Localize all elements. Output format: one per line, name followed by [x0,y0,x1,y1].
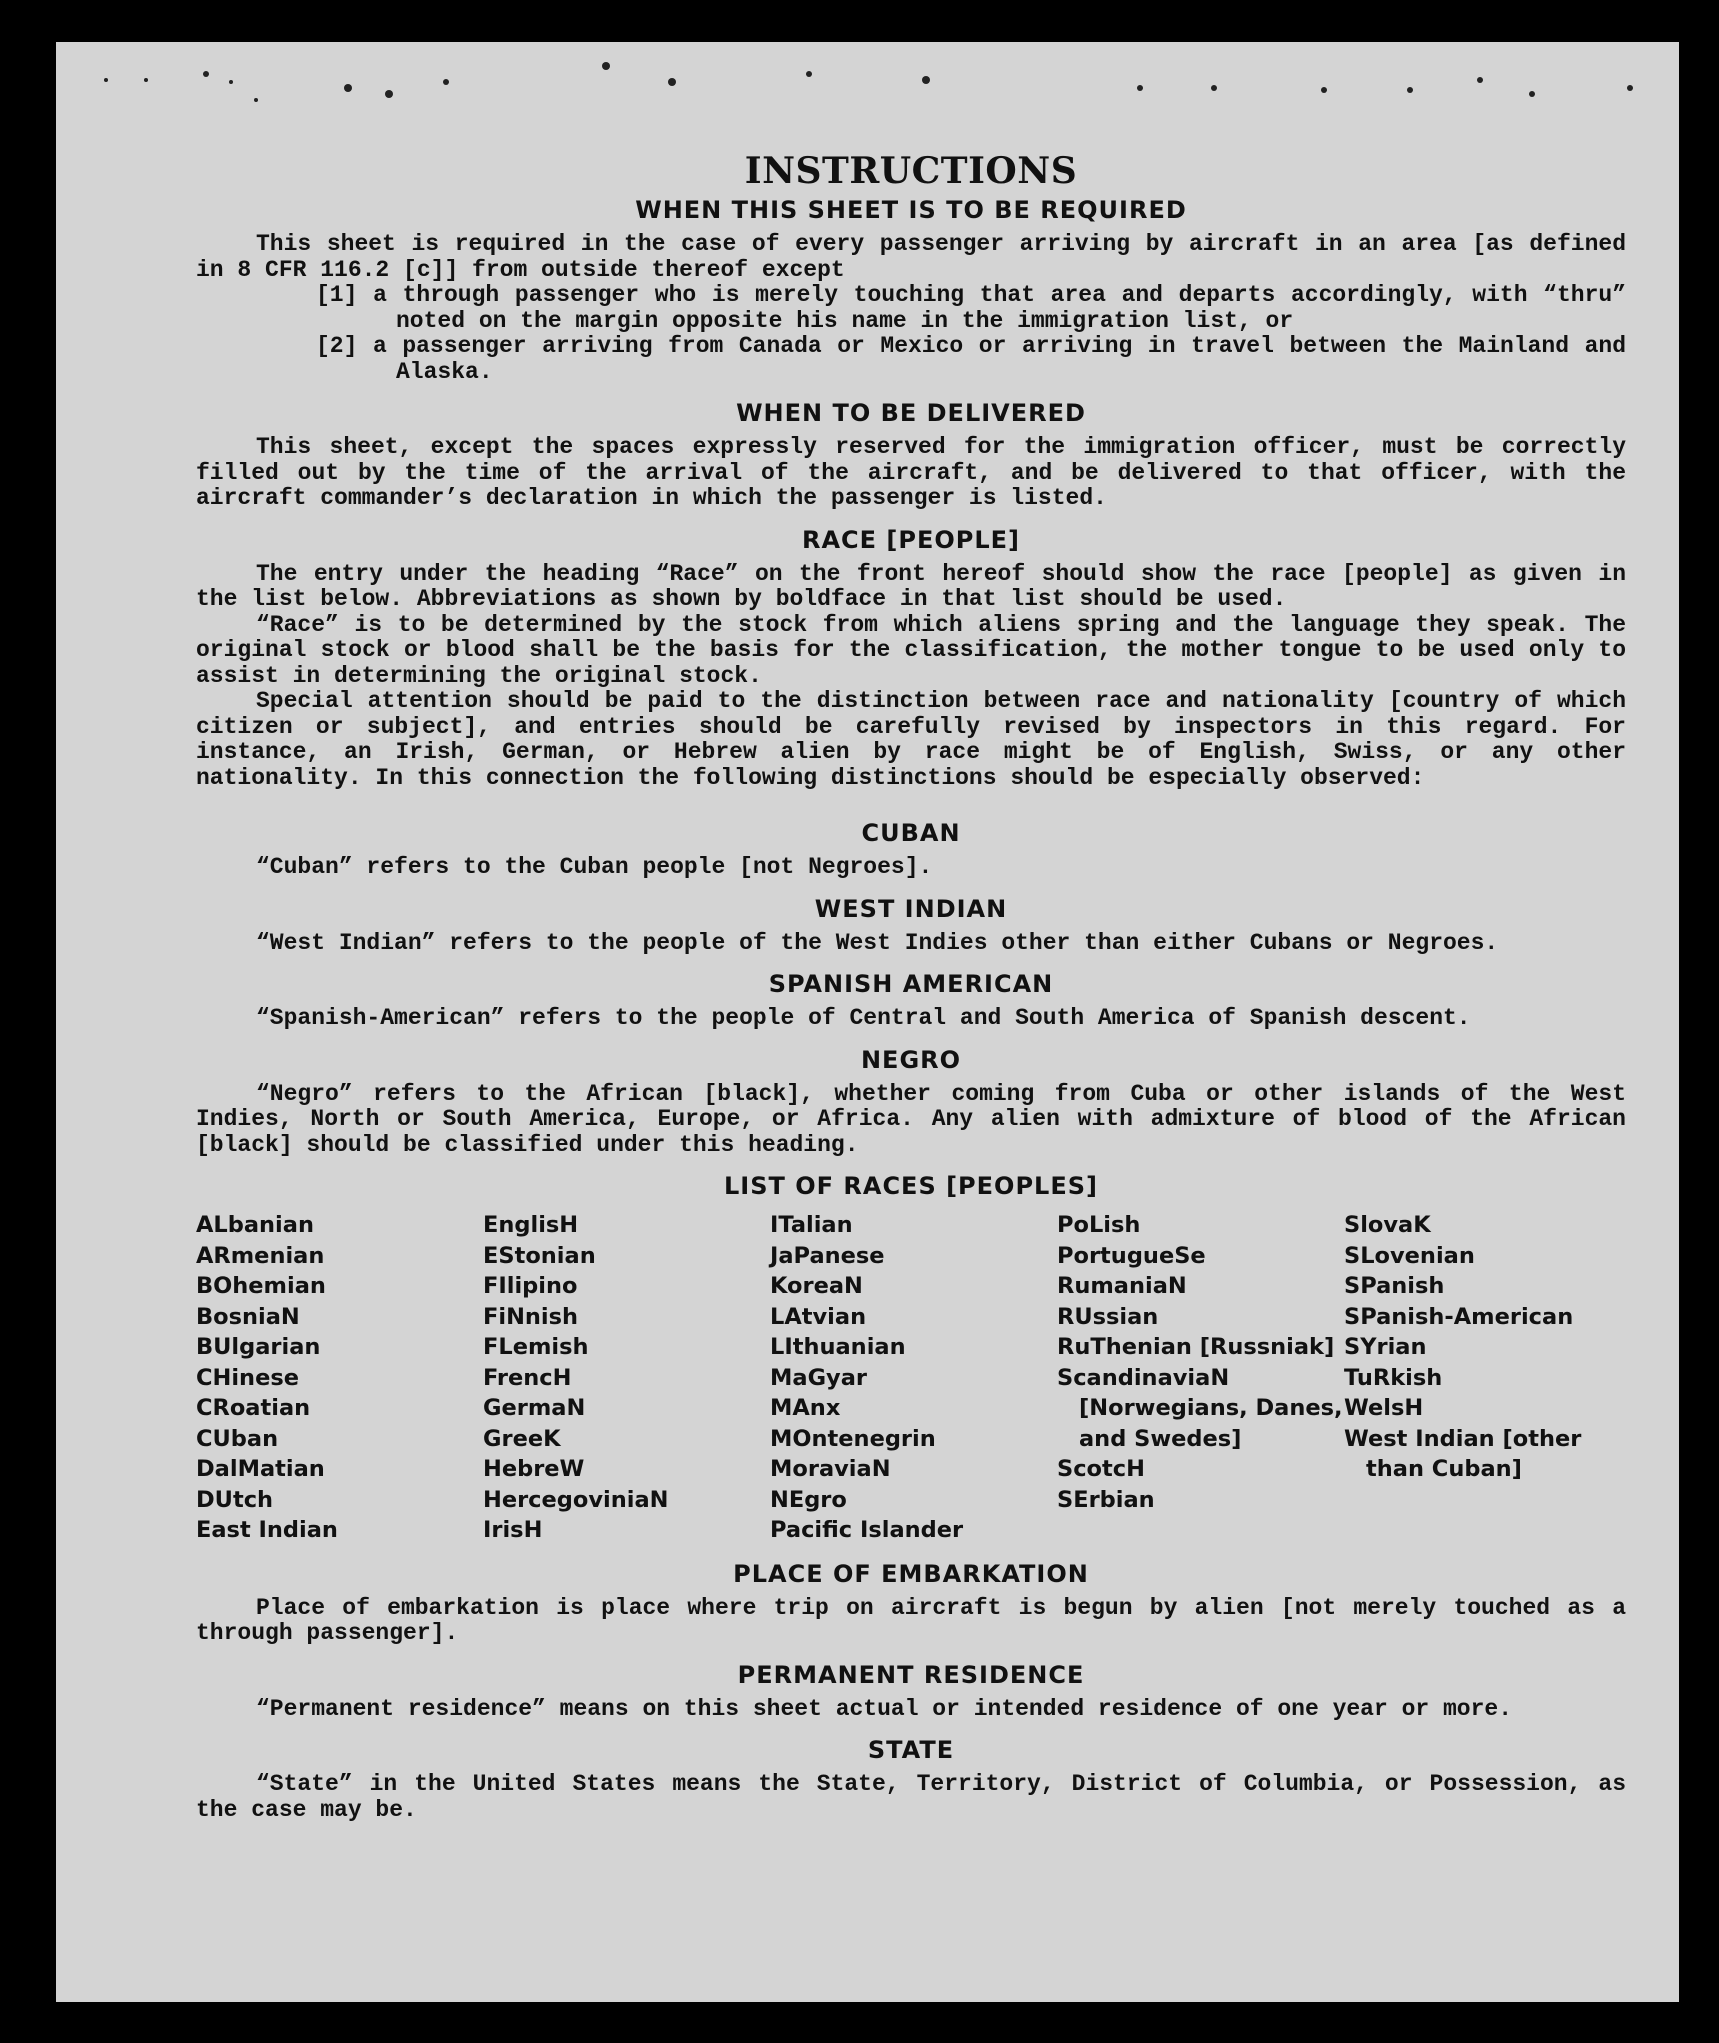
race-entry: CUban [196,1425,279,1452]
race-entry: MAnx [770,1395,841,1421]
race-entry: SPanish-American [1344,1303,1574,1330]
race-entry: ARmenian [196,1242,325,1269]
section-negro [196,1046,1626,1159]
race-entry: East Indian [196,1517,338,1543]
race-entry: CRoatian [196,1395,311,1421]
race-entry: IrisH [483,1517,543,1543]
race-entry: EnglisH [483,1212,579,1238]
races-column [196,1210,483,1546]
exception-item: [2] a passenger arriving from Canada or Mexico or arriving in travel between the Mainland and Alaska. [316,333,1626,385]
race-entry: TuRkish [1344,1364,1443,1391]
race-entry: SPanish [1344,1273,1445,1299]
exception-list [316,283,1626,385]
section-paragraph: “Race” is to be determined by the stock from which aliens spring and the language they speak. The original stock or blood shall be the basis for the classification, the mother tongue to be used only to assist in determining the original stock. [196,611,1626,689]
document-sheet [56,42,1679,2002]
race-entry: NEgro [770,1486,847,1513]
section-place-of-embarkation [196,1560,1626,1647]
race-entry: RumaniaN [1057,1273,1187,1299]
race-entry: WelsH [1344,1395,1424,1421]
race-entry: MOntenegrin [770,1425,936,1452]
section-permanent-residence [196,1661,1626,1723]
race-entry: HebreW [483,1456,585,1482]
race-entry: SlovaK [1344,1212,1431,1238]
exception-item: [1] a through passenger who is merely touching that area and departs accordingly, with “thru” noted on the margin opposite his name in the immigration list, or [316,282,1626,334]
races-list [196,1210,1626,1546]
section-paragraph: This sheet is required in the case of every passenger arriving by aircraft in an area [as defined in 8 CFR 116.2 [c]] from outside thereof except [196,231,1626,283]
race-entry: FrencH [483,1364,572,1391]
section-heading: STATE [867,1736,955,1764]
section-west-indian [196,895,1626,957]
section-heading: WEST INDIAN [814,894,1008,923]
race-entry: KoreaN [770,1273,863,1299]
section-heading: WHEN TO BE DELIVERED [736,399,1086,427]
section-paragraph: “Permanent residence” means on this sheet actual or intended residence of one year or more. [256,1695,1513,1722]
section-race [196,526,1626,792]
section-heading: LIST OF RACES [PEOPLES] [724,1172,1098,1200]
section-paragraph: “Spanish-American” refers to the people of Central and South America of Spanish descent. [256,1005,1471,1031]
race-entry: GermaN [483,1395,586,1421]
race-entry: ScotcH [1057,1456,1145,1482]
race-entry: SYrian [1344,1334,1427,1360]
race-entry: West Indian [other than Cuban] [1344,1425,1582,1482]
document-title: INSTRUCTIONS [744,150,1078,192]
section-heading: CUBAN [861,819,961,847]
race-entry: ITalian [770,1212,853,1238]
section-paragraph: This sheet, except the spaces expressly reserved for the immigration officer, must be correctly filled out by the time of the arrival of the aircraft, and be delivered to that officer, with the aircraft commander’s declaration in which the passenger is listed. [196,434,1626,511]
section-when-delivered [196,399,1626,512]
race-entry: MaGyar [770,1364,867,1391]
section-state [196,1736,1626,1823]
race-entry: BOhemian [196,1273,326,1299]
section-paragraph: “West Indian” refers to the people of the West Indies other than either Cubans or Negroes. [256,929,1499,956]
race-entry: EStonian [483,1242,596,1269]
race-entry: Pacific Islander [770,1517,964,1543]
race-entry: CHinese [196,1364,299,1391]
section-heading: RACE [PEOPLE] [801,525,1021,554]
race-entry: RuThenian [Russniak] [1057,1334,1335,1360]
race-entry: GreeK [483,1425,561,1452]
section-paragraph: Place of embarkation is place where trip on aircraft is begun by alien [not merely touched as a through passenger]. [196,1594,1626,1646]
race-entry: SErbian [1057,1486,1155,1513]
race-entry: LAtvian [770,1303,867,1330]
section-heading: SPANISH AMERICAN [768,970,1054,998]
race-entry: PortugueSe [1057,1242,1206,1269]
section-paragraph: Special attention should be paid to the distinction between race and nationality [country of which citizen or subject], and entries should be carefully revised by inspectors in this regard. For instance, an Irish, German, or Hebrew alien by race might be of English, Swiss, or any other nationality. In this connection the following distinctions should be especially observed: [196,688,1626,791]
section-cuban [196,819,1626,881]
race-entry: MoraviaN [770,1456,891,1482]
section-heading: NEGRO [860,1045,962,1074]
race-entry: FLemish [483,1334,589,1360]
section-paragraph: “State” in the United States means the State, Territory, District of Columbia, or Possession, as the case may be. [196,1771,1626,1823]
races-column [483,1210,770,1546]
section-paragraph: “Negro” refers to the African [black], whether coming from Cuba or other islands of the West Indies, North or South America, Europe, or Africa. Any alien with admixture of blood of the African [black] should be classified under this heading. [196,1080,1626,1158]
section-paragraph: “Cuban” refers to the Cuban people [not Negroes]. [256,854,933,880]
section-list-of-races [196,1172,1626,1546]
section-spanish-american [196,970,1626,1032]
section-heading: WHEN THIS SHEET IS TO BE REQUIRED [635,196,1187,224]
race-entry: BUlgarian [196,1334,321,1360]
race-entry: JaPanese [770,1242,885,1269]
race-entry: DUtch [196,1486,274,1513]
race-entry: LIthuanian [770,1334,906,1360]
race-entry: BosniaN [196,1303,300,1330]
race-entry: RUssian [1057,1303,1159,1330]
section-paragraph: The entry under the heading “Race” on the front hereof should show the race [people] as given in the list below. Abbreviations as shown by boldface in that list should be used. [196,560,1626,612]
races-column [1057,1210,1344,1546]
race-entry: FiNnish [483,1303,579,1330]
race-entry: PoLish [1057,1212,1141,1238]
race-entry: SLovenian [1344,1242,1475,1269]
race-entry: ScandinaviaN [Norwegians, Danes, and Swedes] [1057,1364,1343,1452]
section-heading: PERMANENT RESIDENCE [737,1660,1085,1689]
race-entry: HercegoviniaN [483,1486,669,1513]
races-column [770,1210,1057,1546]
race-entry: ALbanian [196,1212,314,1238]
race-entry: DalMatian [196,1456,325,1482]
section-when-required [196,196,1626,385]
race-entry: FIlipino [483,1273,578,1299]
instructions-content [196,150,1626,1823]
section-heading: PLACE OF EMBARKATION [733,1559,1089,1588]
races-column [1344,1210,1631,1546]
